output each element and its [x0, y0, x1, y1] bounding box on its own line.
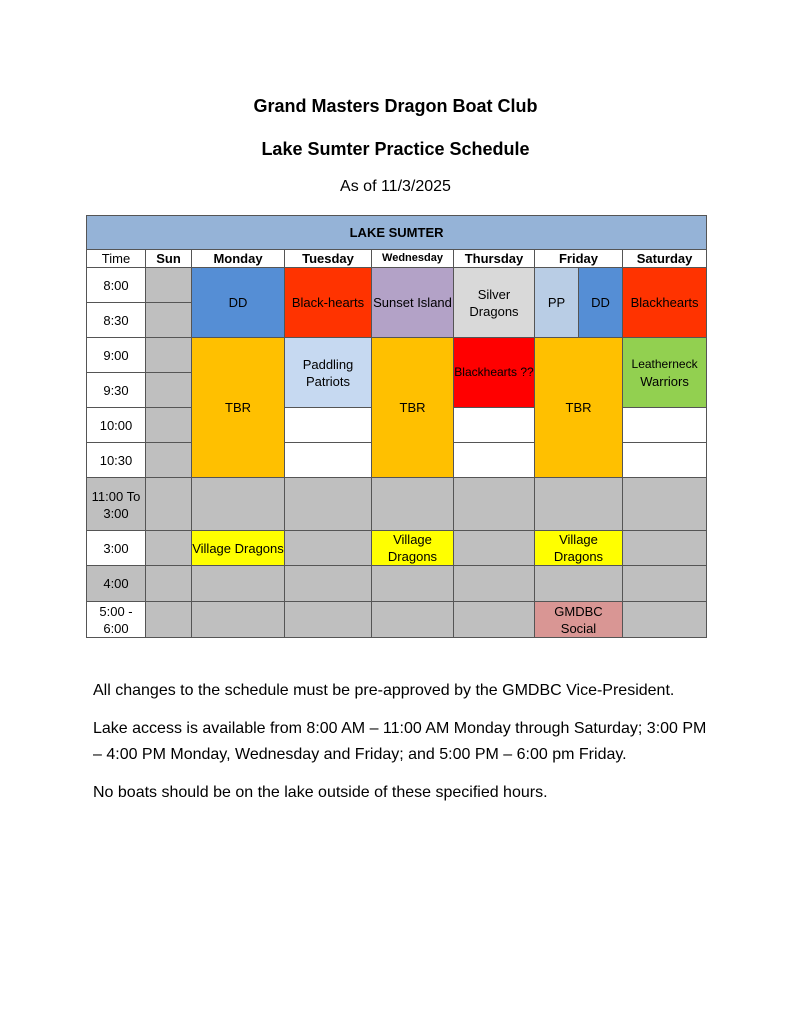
tue-paddling-patriots-cell: Paddling Patriots	[285, 338, 372, 408]
sun-closed-cell	[146, 373, 192, 408]
tue-closed-cell	[285, 531, 372, 566]
sat-leatherneck-warriors-cell	[623, 338, 707, 408]
tue-closed-cell	[285, 602, 372, 638]
thu-closed-cell	[454, 478, 535, 531]
header-time: Time	[87, 250, 146, 268]
thu-closed-cell	[454, 566, 535, 602]
sun-closed-cell	[146, 408, 192, 443]
mon-closed-cell	[192, 566, 285, 602]
fri-tbr-cell: TBR	[535, 338, 623, 478]
sat-closed-cell	[623, 566, 707, 602]
note-outside-hours: No boats should be on the lake outside of these specified hours.	[93, 784, 548, 801]
fri-pp-cell: PP	[535, 268, 579, 338]
time-3-00: 3:00	[87, 531, 146, 566]
header-monday: Monday	[192, 250, 285, 268]
header-saturday: Saturday	[623, 250, 707, 268]
sat-open-cell	[623, 408, 707, 443]
sat-leatherneck-line2: Warriors	[640, 373, 689, 389]
as-of-date: As of 11/3/2025	[340, 178, 451, 195]
sun-closed-cell	[146, 531, 192, 566]
sat-blackhearts-cell: Blackhearts	[623, 268, 707, 338]
time-5-00-to-6-00: 5:00 - 6:00	[87, 602, 146, 638]
sun-closed-cell	[146, 443, 192, 478]
mon-village-dragons-cell: Village Dragons	[192, 531, 285, 566]
schedule-table	[86, 215, 707, 638]
wed-village-dragons-cell: Village Dragons	[372, 531, 454, 566]
time-8-00: 8:00	[87, 268, 146, 303]
time-8-30: 8:30	[87, 303, 146, 338]
sun-closed-cell	[146, 268, 192, 303]
mon-closed-cell	[192, 602, 285, 638]
header-sun: Sun	[146, 250, 192, 268]
mon-tbr-cell: TBR	[192, 338, 285, 478]
sun-closed-cell	[146, 478, 192, 531]
header-friday: Friday	[535, 250, 623, 268]
time-4-00: 4:00	[87, 566, 146, 602]
mon-closed-cell	[192, 478, 285, 531]
header-tuesday: Tuesday	[285, 250, 372, 268]
fri-dd-cell: DD	[579, 268, 623, 338]
time-11-00-to-3-00: 11:00 To 3:00	[87, 478, 146, 531]
sat-closed-cell	[623, 478, 707, 531]
time-10-30: 10:30	[87, 443, 146, 478]
thu-closed-cell	[454, 531, 535, 566]
thu-silver-dragons-cell: Silver Dragons	[454, 268, 535, 338]
thu-open-cell	[454, 408, 535, 443]
tue-closed-cell	[285, 478, 372, 531]
fri-closed-cell	[535, 566, 623, 602]
sat-closed-cell	[623, 531, 707, 566]
sat-leatherneck-line1: Leatherneck	[631, 356, 698, 371]
table-banner: LAKE SUMTER	[87, 216, 707, 250]
schedule-title: Lake Sumter Practice Schedule	[261, 139, 530, 159]
tue-open-cell	[285, 443, 372, 478]
thu-open-cell	[454, 443, 535, 478]
note-lake-access: Lake access is available from 8:00 AM – 11:00 AM Monday through Saturday; 3:00 PM – 4:00 PM Monday, Wednesday and Friday; and 5:00 PM – 6:00 pm Friday.	[93, 720, 707, 763]
sat-open-cell	[623, 443, 707, 478]
time-9-00: 9:00	[87, 338, 146, 373]
tue-blackhearts-cell: Black-hearts	[285, 268, 372, 338]
note-approval: All changes to the schedule must be pre-approved by the GMDBC Vice-President.	[93, 682, 675, 699]
time-10-00: 10:00	[87, 408, 146, 443]
header-wednesday: Wednesday	[372, 250, 454, 268]
thu-closed-cell	[454, 602, 535, 638]
sat-closed-cell	[623, 602, 707, 638]
mon-dd-cell: DD	[192, 268, 285, 338]
sun-closed-cell	[146, 338, 192, 373]
sun-closed-cell	[146, 566, 192, 602]
header-thursday: Thursday	[454, 250, 535, 268]
time-9-30: 9:30	[87, 373, 146, 408]
wed-closed-cell	[372, 478, 454, 531]
wed-sunset-island-cell: Sunset Island	[372, 268, 454, 338]
fri-closed-cell	[535, 478, 623, 531]
fri-gmdbc-social-cell: GMDBC Social	[535, 602, 623, 638]
tue-open-cell	[285, 408, 372, 443]
fri-village-dragons-cell: Village Dragons	[535, 531, 623, 566]
sun-closed-cell	[146, 303, 192, 338]
sun-closed-cell	[146, 602, 192, 638]
wed-closed-cell	[372, 566, 454, 602]
wed-tbr-cell: TBR	[372, 338, 454, 478]
club-title: Grand Masters Dragon Boat Club	[253, 96, 538, 116]
thu-blackhearts-cell: Blackhearts ??	[454, 338, 535, 408]
tue-closed-cell	[285, 566, 372, 602]
wed-closed-cell	[372, 602, 454, 638]
